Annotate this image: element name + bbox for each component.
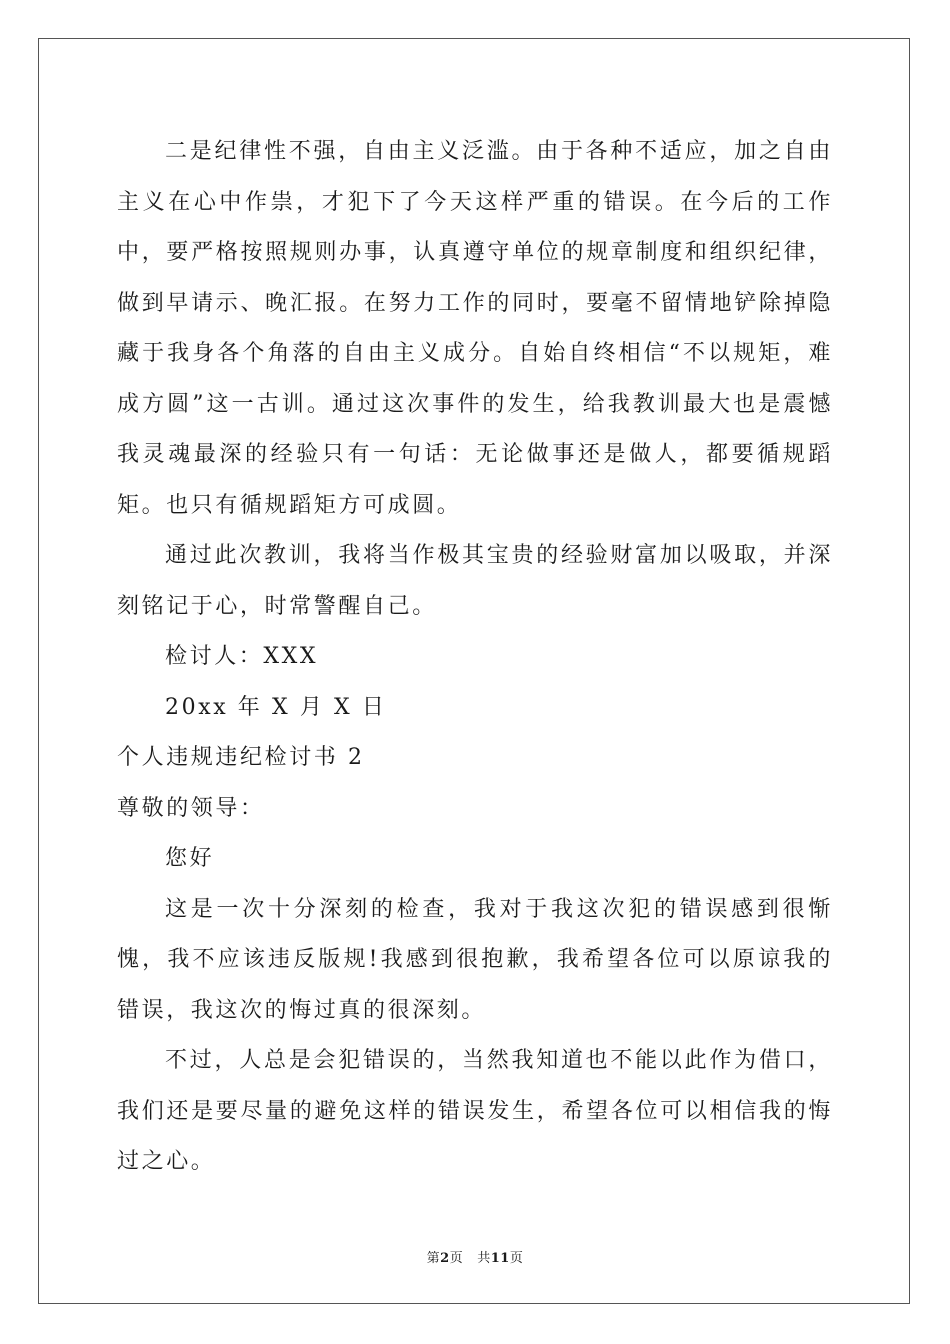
paragraph-apology: 这是一次十分深刻的检查，我对于我这次犯的错误感到很惭愧，我不应该违反版规!我感到很抱歉，我希望各位可以原谅我的错误，我这次的悔过真的很深刻。 [117, 896, 833, 1023]
page-suffix: 页 [449, 1251, 464, 1266]
total-pages: 11 [490, 1251, 510, 1266]
salutation: 尊敬的领导： [117, 795, 265, 821]
greeting: 您好 [165, 846, 215, 871]
page-number: 2 [440, 1251, 450, 1266]
paragraph-discipline: 二是纪律性不强，自由主义泛滥。由于各种不适应，加之自由主义在心中作祟，才犯下了今天这样严重的错误。在今后的工作中，要严格按照规则办事，认真遵守单位的规章制度和组织纪律，做到早请示、晚汇报。在努力工作的同时，要毫不留情地铲除掉隐藏于我身各个角落的自由主义成分。自始自终相信“不以规矩，难成方圆”这一古训。通过这次事件的发生，给我教训最大也是震憾我灵魂最深的经验只有一句话：无论做事还是做人，都要循规蹈矩。也只有循规蹈矩方可成圆。 [117, 139, 833, 518]
page-prefix: 第 [426, 1251, 441, 1266]
signature-date: 20xx 年 X 月 X 日 [165, 694, 387, 720]
signature-reviewer: 检讨人：XXX [165, 644, 319, 669]
section-title: 个人违规违纪检讨书 2 [117, 745, 365, 770]
paragraph-resolution: 不过，人总是会犯错误的，当然我知道也不能以此作为借口，我们还是要尽量的避免这样的错误发生，希望各位可以相信我的悔过之心。 [117, 1048, 833, 1174]
total-prefix: 共 [477, 1251, 491, 1266]
document-body [117, 127, 833, 1188]
page-footer [0, 1247, 950, 1266]
total-suffix: 页 [509, 1251, 524, 1266]
paragraph-lesson: 通过此次教训，我将当作极其宝贵的经验财富加以吸取，并深刻铭记于心，时常警醒自己。 [117, 543, 833, 619]
